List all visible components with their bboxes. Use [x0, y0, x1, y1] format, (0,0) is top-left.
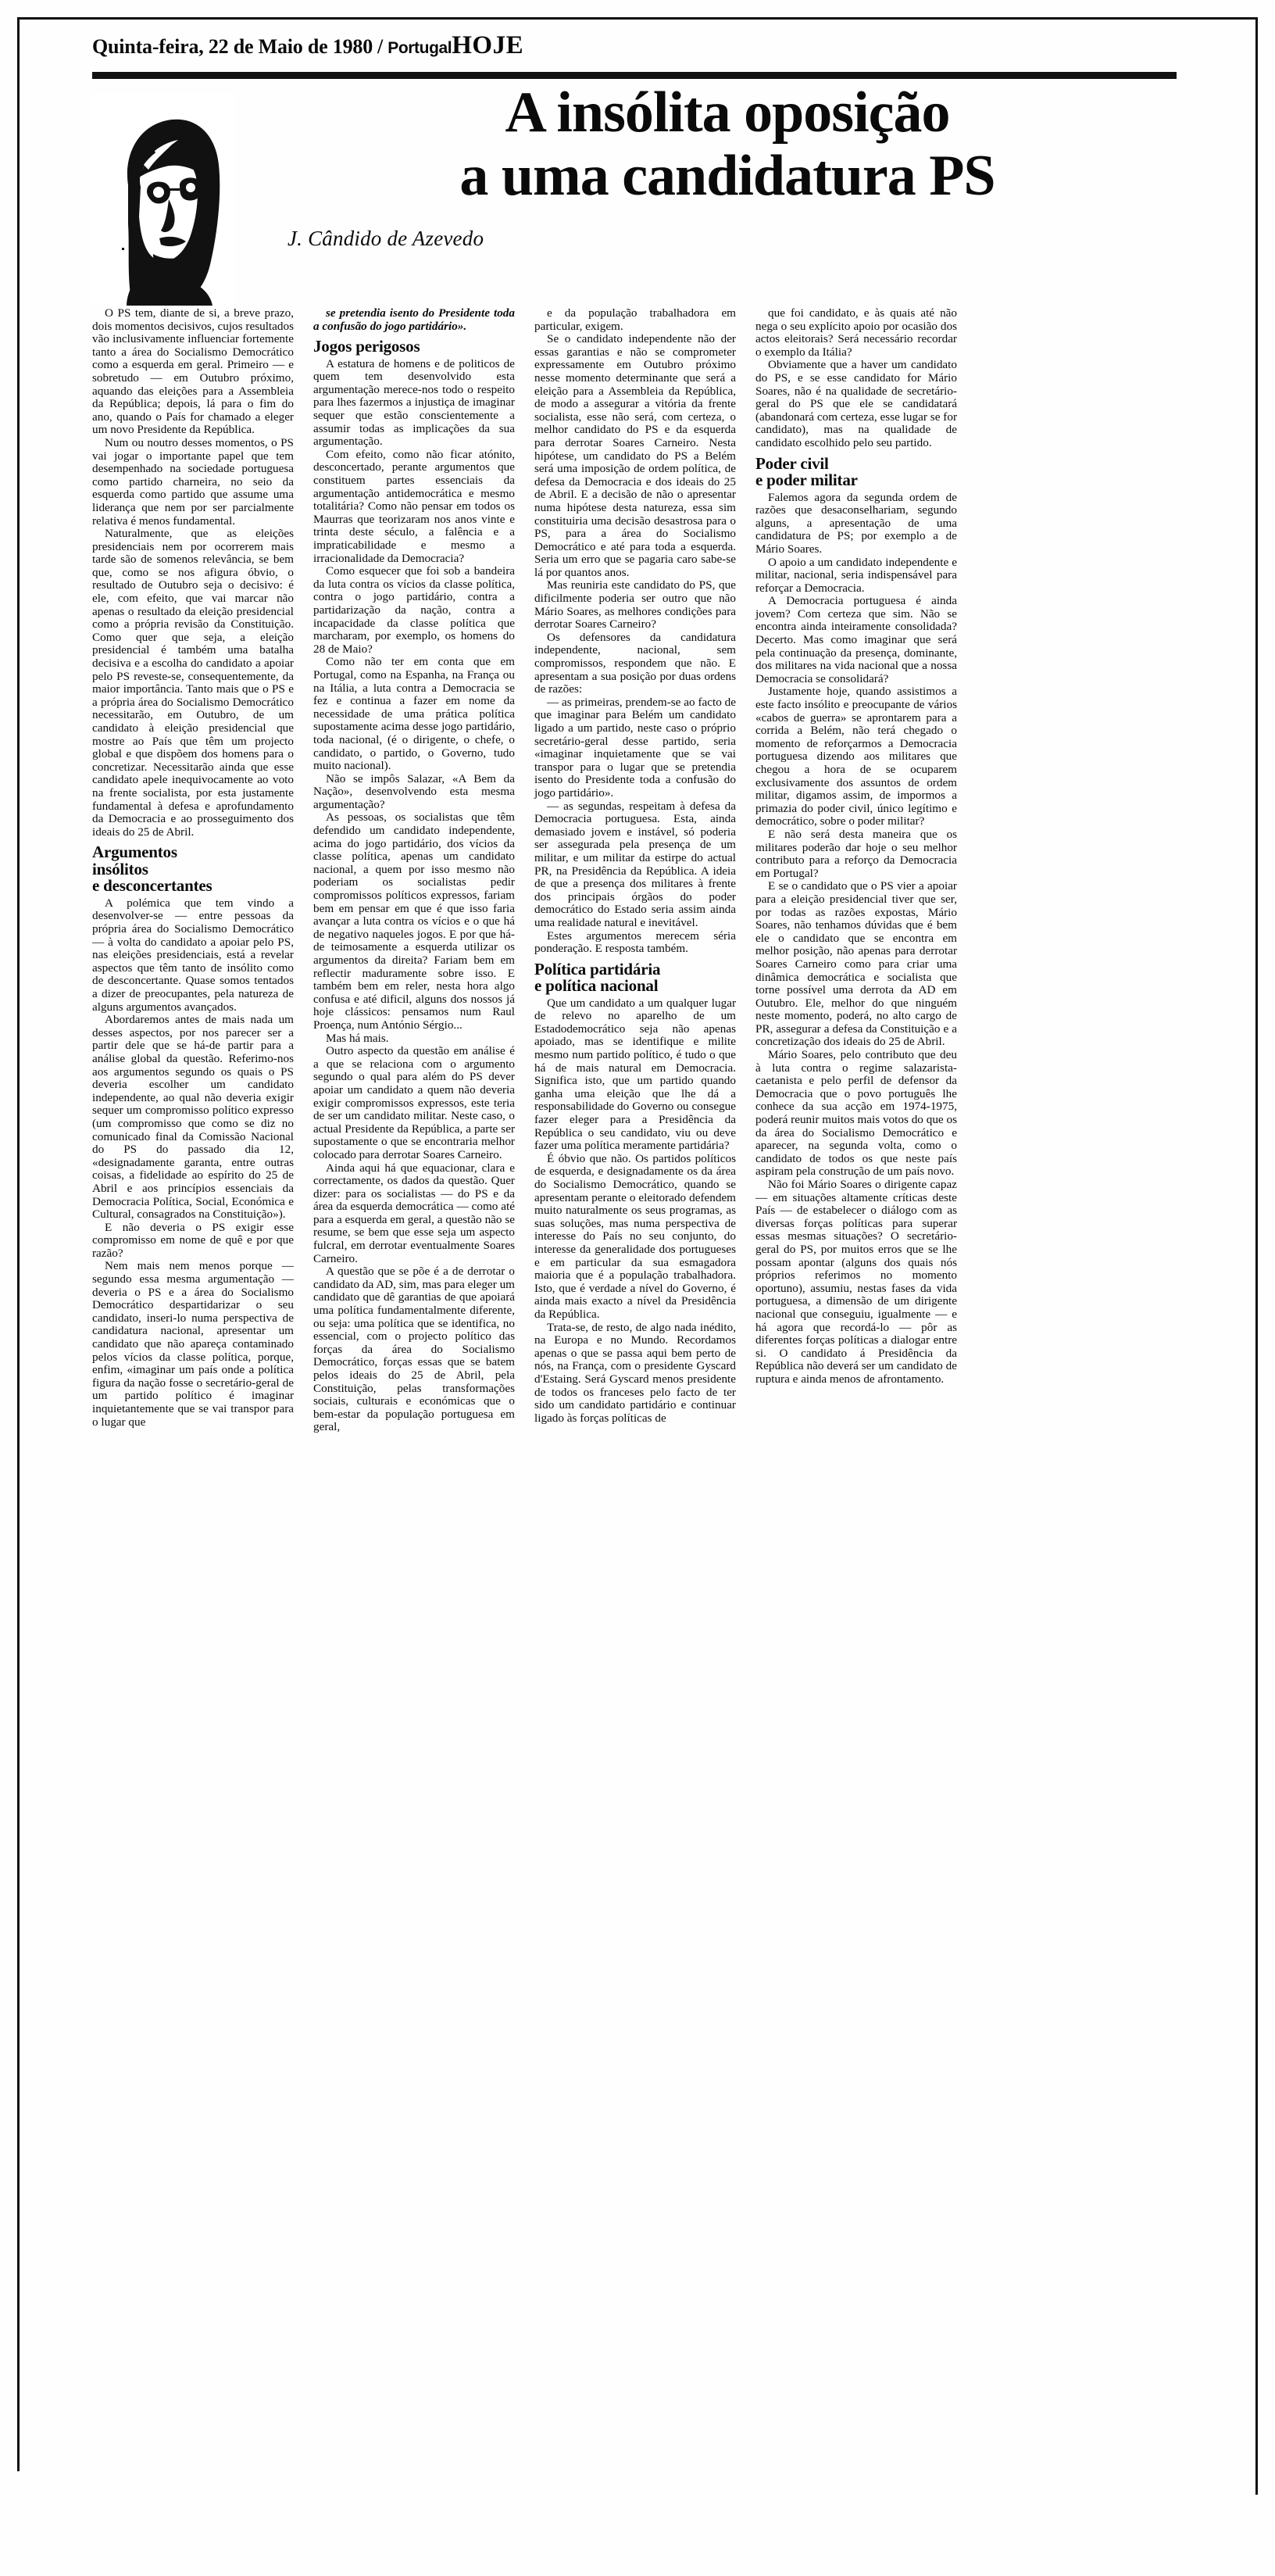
- page-border-right: [1255, 17, 1258, 2495]
- article-paragraph: A polémica que tem vindo a desenvolver-se — entre pessoas da própria área do Socialismo Democrático — à volta do candidato a apoiar pelo PS, nas eleições presidenciais, está a revelar aspectos que têm tanto de insólito como de desconcertante. Quase somos tentados a dizer de preocupantes, pela natureza de alguns argumentos avançados.: [92, 896, 294, 1014]
- article-paragraph: — as primeiras, prendem-se ao facto de que imaginar para Belém um candidato ligado a um partido, neste caso o próprio secretário-geral desse partido, seria «imaginar inquietamente que se vai transpor para o lugar que se pretendia isento do Presidente toda a confusão do jogo partidário».: [534, 695, 736, 800]
- article-paragraph: Não se impôs Salazar, «A Bem da Nação», desenvolvendo esta mesma argumentação?: [313, 771, 515, 811]
- page-border-left: [17, 17, 20, 2471]
- article-paragraph: Justamente hoje, quando assistimos a este facto insólito e preocupante de vários «cabos de guerra» se aprontarem para a corrida a Belém, não terá chegado o momento de reforçarmos a Democracia portuguesa dizendo aos militares que chegou a hora de se ocuparem exclusivamente dos assuntos de ordem militar, digamos assim, de impormos a primazia do poder civil, único legítimo e democrático, sobre o poder militar?: [755, 685, 957, 828]
- subheading-line: Jogos perigosos: [313, 337, 420, 356]
- page-content: [44, 31, 1225, 1434]
- masthead-date: Quinta-feira, 22 de Maio de 1980: [92, 35, 373, 58]
- article-head: [44, 79, 1225, 307]
- article-paragraph: O apoio a um candidato independente e militar, nacional, seria indispensável para reforçar a Democracia.: [755, 555, 957, 595]
- article-paragraph: Obviamente que a haver um candidato do PS, e se esse candidato for Mário Soares, não é na qualidade de secretário-geral do PS que ele se candidatará (abandonará com certeza, esse lugar se for candidato), mas na qualidade de candidato escolhido pelo seu partido.: [755, 358, 957, 449]
- article-paragraph: Abordaremos antes de mais nada um desses aspectos, por nos parecer ser a partir dele que se há-de partir para a análise global da questão. Referimo-nos aos argumentos segundo os quais o PS deveria escolher um candidato independente, ao qual não deveria exigir sequer um compromisso político expresso (um compromisso que como se diz no comunicado final da Comissão Nacional do PS do passado dia 12, «designadamente garanta, entre outras coisas, a fidelidade ao espírito do 25 de Abril e aos princípios essenciais da Democracia Política, Social, Económica e Cultural, consagrados na Constituição»).: [92, 1013, 294, 1222]
- article-paragraph: — as segundas, respeitam à defesa da Democracia portuguesa. Esta, ainda demasiado jovem e instável, só poderia ser assegurada pela presença de um militar, e um militar da estirpe do actual PR, na Presidência da República. A ideia de que a presença dos militares à frente dos principais órgãos do poder democrático do Estado seria assim ainda uma realidade natural e inevitável.: [534, 799, 736, 929]
- subheading-line: Argumentos: [92, 843, 177, 862]
- subheading-line: e poder militar: [755, 470, 858, 490]
- article-paragraph: Se o candidato independente não der essas garantias e não se comprometer expressamente em Outubro próximo nesse momento determinante que será a eleição para a Assembleia da República, de modo a assegurar a vitória da frente socialista, esse não será, com certeza, o melhor candidato do PS e da esquerda para derrotar Soares Carneiro. Nesta hipótese, um candidato do PS a Belém será uma imposição de ordem política, de defesa da Democracia e dos ideais do 25 de Abril. E a decisão de não o apresentar numa hipótese desta natureza, essa sim constituiria uma decisão desastrosa para o PS, para a área do Socialismo Democrático e até para toda a esquerda. Seria um erro que se pagaria caro sabe-se lá por quantos anos.: [534, 332, 736, 579]
- subheading-line: insólitos: [92, 859, 148, 878]
- article-paragraph: Outro aspecto da questão em análise é a que se relaciona com o argumento segundo o qual para além do PS dever apoiar um candidato a quem não deveria exigir compromissos expressos, este teria de ser um candidato militar. Neste caso, o actual Presidente da República, a parte ser supostamente o que se encontraria melhor colocado para derrotar Soares Carneiro.: [313, 1044, 515, 1161]
- article-paragraph: Como não ter em conta que em Portugal, como na Espanha, na França ou na Itália, a luta contra a Democracia se fez e continua a fazer em nome da necessidade de uma prática política supostamente acima desse jogo partidário, toda nacional, (é o dirigente, o chefe, o candidato, o partido, o Governo, tudo muito nacional).: [313, 655, 515, 773]
- article-paragraph: Estes argumentos merecem séria ponderação. E resposta também.: [534, 928, 736, 956]
- article-paragraph: se pretendia isento do Presidente toda a confusão do jogo partidário».: [313, 306, 515, 333]
- masthead-separator: /: [377, 35, 384, 58]
- article-paragraph: E não será desta maneira que os militares poderão dar hoje o seu melhor contributo para a reforço da Democracia em Portugal?: [755, 827, 957, 880]
- section-subheading: [313, 338, 515, 356]
- article-paragraph: A estatura de homens e de politicos de quem tem desenvolvido esta argumentação merece-nos todo o respeito para lhes fazermos a injustiça de imaginar sequer que estão conscientemente a assumir todas as implicações da sua argumentação.: [313, 356, 515, 449]
- column-4: [755, 307, 957, 1386]
- masthead-rule: [92, 72, 1177, 79]
- subheading-line: e política nacional: [534, 976, 659, 996]
- article-paragraph: Como esquecer que foi sob a bandeira da luta contra os vícios da classe política, contra o jogo partidário, contra a partidarização da nação, contra a incapacidade da classe política que marcharam, por exemplo, os homens do 28 de Maio?: [313, 564, 515, 656]
- article-paragraph: Não foi Mário Soares o dirigente capaz — em situações altamente críticas deste País — de estabelecer o diálogo com as diversas forças políticas para superar essas mesmas situações? O secretário-geral do PS, por muitos erros que se lhe possam apontar (alguns dos quais nós próprios referimos no momento oportuno), assumiu, nestas fases da vida portuguesa, a dimensão de um dirigente nacional que conseguiu, igualmente — e há agora que recordá-lo — pôr as diferentes forças políticas a dialogar entre si. O candidato á Presidência da República não deverá ser um candidato de ruptura e ainda menos de afrontamento.: [755, 1178, 957, 1386]
- page-title: [270, 80, 1184, 209]
- article-paragraph: Mário Soares, pelo contributo que deu à luta contra o regime salazarista-caetanista e pelo perfil de defensor da Democracia que o povo português lhe conhece da sua acção em 1974-1975, poderá reunir muitos mais votos do que os da área do Socialismo Democrático e aparecer, na segunda volta, como o candidato de todos os que neste país aspiram pela construção de um país novo.: [755, 1048, 957, 1179]
- article-paragraph: E não deveria o PS exigir esse compromisso em nome de quê e por que razão?: [92, 1220, 294, 1260]
- article-paragraph: que foi candidato, e às quais até não nega o seu explícito apoio por ocasião dos actos eleitorais? Será necessário recordar o exemplo da Itália?: [755, 306, 957, 359]
- section-subheading: [755, 453, 957, 490]
- article-paragraph: E se o candidato que o PS vier a apoiar para a eleição presidencial tiver que ser, por todas as razões expostas, Mário Soares, não tenhamos dúvidas que é bem ele o candidato que se encontra em melhor posição, não apenas para derrotar Soares Carneiro como para criar uma dinâmica democrática e socialista que torne possível uma derrota da AD em Outubro. Ele, melhor do que ninguém neste momento, poderá, no alto cargo de PR, assegurar a defesa da Constituição e a concretização dos ideais do 25 de Abril.: [755, 879, 957, 1049]
- subheading-line: e desconcertantes: [92, 876, 212, 896]
- byline: J. Cândido de Azevedo: [288, 226, 484, 250]
- masthead-logo-main: HOJE: [452, 31, 524, 59]
- column-3: [534, 307, 736, 1425]
- article-paragraph: Que um candidato a um qualquer lugar de relevo no aparelho de um Estadodemocrático seja não apenas apoiado, mas se identifique e milite mesmo num partido político, é tudo o que há de mais natural em Democracia. Significa isto, que um partido quando ganha uma eleição que lhe dá a responsabilidade do Governo ou consegue fazer eleger para a Presidência da República o seu candidato, viu ou deve fazer uma política meramente partidária?: [534, 996, 736, 1153]
- author-portrait: [92, 93, 234, 306]
- article-paragraph: e da população trabalhadora em particular, exigem.: [534, 306, 736, 333]
- article-paragraph: Naturalmente, que as eleições presidenciais nem por ocorrerem mais tarde são de somenos relevância, se bem que, como se nos afigura óbvio, o resultado de Outubro seja o decisivo: é ele, com efeito, que vai marcar não apenas o resultado da eleição presidencial como a própria revisão da Constituição. Como quer que seja, a eleição presidencial é também uma batalha decisiva e a escolha do candidato a apoiar pelo PS reveste-se, consequentemente, da maior importância. Tanto mais que o PS e a própria área do Socialismo Democrático necessitarão, em Outubro, de um candidato à eleição presidencial que mostre ao País que têm um projecto global e que dispõem dos homens para o concretizar. Necessitarão ainda que esse candidato apele inequivocamente ao voto na frente socialista, por esta justamente fundamental à defesa e aprofundamento da Democracia e ao prosseguimento dos ideais do 25 de Abril.: [92, 527, 294, 839]
- subheading-line: Poder civil: [755, 453, 829, 473]
- article-paragraph: Falemos agora da segunda ordem de razões que desaconselhariam, segundo alguns, a apresentação de uma candidatura de PS; por exemplo a de Mário Soares.: [755, 490, 957, 556]
- section-subheading: [92, 844, 294, 895]
- article-paragraph: Mas há mais.: [326, 1031, 389, 1045]
- article-paragraph: A Democracia portuguesa é ainda jovem? Com certeza que sim. Não se encontra ainda inteiramente consolidada? Decerto. Mas como imaginar que será pela continuação da presença, dominante, dos militares na vida nacional que a nossa Democracia se consolidará?: [755, 594, 957, 685]
- column-2: [313, 307, 515, 1434]
- masthead: [44, 31, 1225, 67]
- masthead-logo-prefix: Portugal: [388, 39, 452, 57]
- article-paragraph: O PS tem, diante de si, a breve prazo, dois momentos decisivos, cujos resultados vão inclusivamente influenciar fortemente tanto a área do Socialismo Democrático como a esquerda em geral. Primeiro — e sobretudo — em Outubro próximo, aquando das eleições para a Assembleia da República; depois, lá para o fim do ano, quando o País for chamado a eleger um novo Presidente da República.: [92, 306, 294, 437]
- section-subheading: [534, 961, 736, 995]
- article-paragraph: Num ou noutro desses momentos, o PS vai jogar o importante papel que tem desempenhado na sociedade portuguesa como partido charneira, no seio da esquerda como partido que assume uma liderança que nem por ser parcialmente relativa é menos fundamental.: [92, 435, 294, 528]
- article-columns: [92, 307, 1178, 1434]
- article-paragraph: Trata-se, de resto, de algo nada inédito, na Europa e no Mundo. Recordamos apenas o que se passa aqui bem perto de nós, na França, com o presidente Gyscard d'Estaing. Será Gyscard menos presidente de todos os franceses pelo facto de ter sido um candidato partidário e continuar ligado às forças políticas de: [534, 1320, 736, 1425]
- article-paragraph: Mas reuniria este candidato do PS, que dificilmente poderia ser outro que não Mário Soares, as melhores condições para derrotar Soares Carneiro?: [534, 578, 736, 631]
- article-paragraph: As pessoas, os socialistas que têm defendido um candidato independente, acima do jogo partidário, dos vícios da classe política, apenas um candidato nacional, a quem por isso mesmo não poderiam os socialistas pedir compromissos políticos expressos, fariam bem em pensar em que é que isso faria avançar a luta contra os vícios e o que há de negativo naqueles jogos. E por que há-de teimosamente a esquerda utilizar os argumentos da direita? Fariam bem em reflectir maduramente sobre isso. E também bem em reler, nesta hora algo confusa e até dificil, alguns dos nossos já hoje clássicos: pensamos num Raul Proença, num António Sérgio...: [313, 810, 515, 1032]
- article-paragraph: A questão que se põe é a de derrotar o candidato da AD, sim, mas para eleger um candidato que dê garantias de que apoiará uma política fundamentalmente diferente, ou seja: uma política que se identifica, no essencial, com o projecto político das forças da área do Socialismo Democrático, forças essas que se batem pelos ideais do 25 de Abril, pela Constituição, pelas transformações sociais, culturais e económicas que o bem-estar da população portuguesa em geral,: [313, 1265, 515, 1434]
- page-border-top: [17, 17, 1258, 20]
- headline-line-2: a uma candidatura PS: [459, 144, 995, 209]
- article-paragraph: É óbvio que não. Os partidos políticos de esquerda, e designadamente os da área do Socialismo Democrático, quando se apresentam perante o eleitorado defendem muito naturalmente os seus programas, as suas soluções, mas numa perspectiva de interesse do País no seu conjunto, do interesse da generalidade dos portugueses e em particular da sua esmagadora maioria que é a população trabalhadora. Isto, que é verdade a nível do Governo, é ainda mais exacto a nível da Presidência da República.: [534, 1151, 736, 1321]
- headline-line-1: A insólita oposição: [505, 80, 950, 145]
- article-paragraph: Ainda aqui há que equacionar, clara e correctamente, os dados da questão. Quer dizer: para os socialistas — do PS e da área da esquerda democrática — como até para a esquerda em geral, a questão não se resume, se bem que esse seja um aspecto fulcral, em derrotar eventualmente Soares Carneiro.: [313, 1161, 515, 1265]
- article-paragraph: Nem mais nem menos porque — segundo essa mesma argumentação — deveria o PS e a área do Socialismo Democrático despartidarizar o seu candidato, inseri-lo numa perspectiva de candidatura nacional, apresentar um candidato que não apareça contaminado pelos vícios da classe política, porque, enfim, «imaginar um país onde a política figura da nação fosse o secretário-geral de um partido político é imaginar inquietantemente que se vai transpor para o lugar que: [92, 1259, 294, 1429]
- subheading-line: Política partidária: [534, 959, 661, 979]
- column-1: [92, 307, 294, 1429]
- article-paragraph: Os defensores da candidatura independente, nacional, sem compromissos, respondem que não. E apresentam a sua posição por duas ordens de razões:: [534, 630, 736, 696]
- article-paragraph: Com efeito, como não ficar atónito, desconcertado, perante argumentos que constituem partes essenciais da argumentação antidemocrática e mesmo totalitária? Como não pensar em todos os Maurras que teorizaram nos anos vinte e trinta deste século, a falência e a impraticabilidade e mesmo a irracionalidade da Democracia?: [313, 447, 515, 565]
- headline-block: [270, 80, 1184, 251]
